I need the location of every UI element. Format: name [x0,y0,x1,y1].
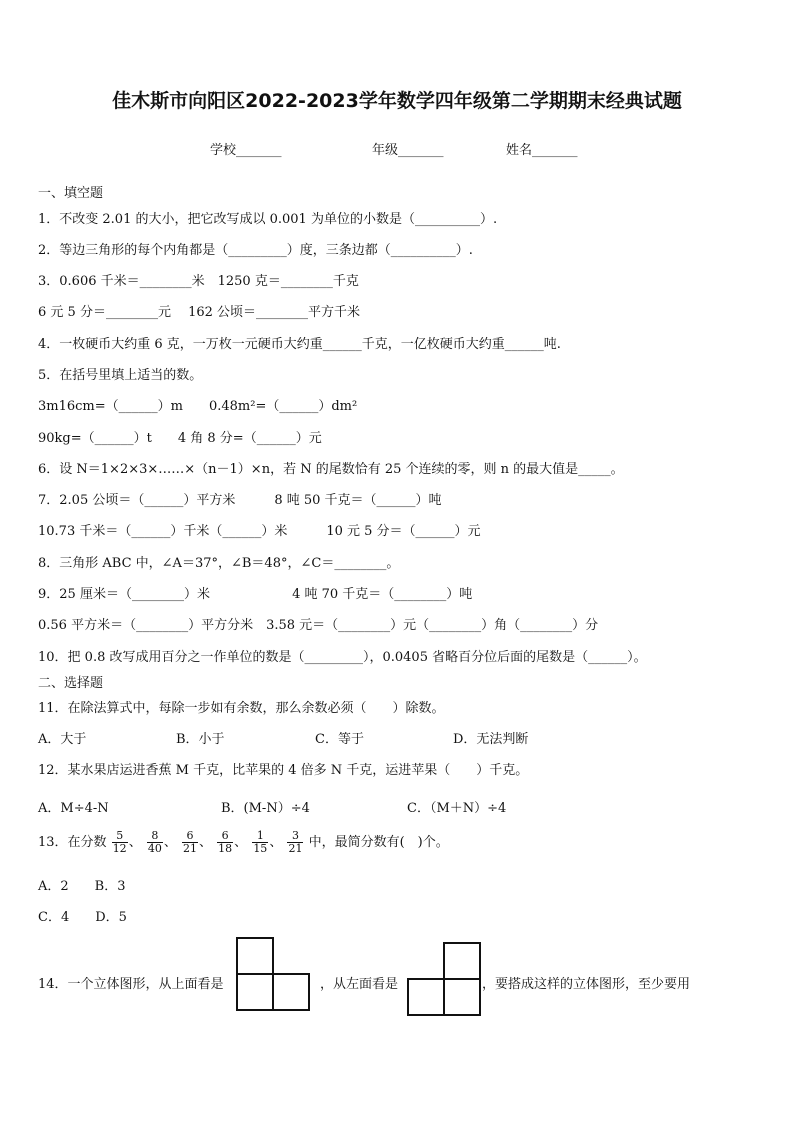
top-view-figure [236,937,316,1017]
question-5: 5．在括号里填上适当的数。 [38,368,203,383]
q11-option-d: D．无法判断 [453,732,529,747]
question-10: 10．把 0.8 改写成用百分之一作单位的数是（_________），0.0405 省略百分位后面的尾数是（______）。 [38,650,647,665]
figure-square [236,937,274,975]
question-14-part3: ，要搭成这样的立体图形，至少要用 [482,977,691,992]
question-3b: 6 元 5 分＝________元 162 公顷＝________平方千米 [38,305,361,320]
fraction: $\frac{6}{21}$ [183,829,197,855]
figure-square [443,942,481,980]
figure-square [407,978,445,1016]
q12-option-a: A．M÷4-N [38,801,109,816]
q11-option-b: B．小于 [176,732,225,747]
question-3a: 3．0.606 千米＝________米 1250 克＝________千克 [38,274,359,289]
question-9a: 9．25 厘米＝（________）米 4 吨 70 千克＝（________）吨 [38,587,473,602]
question-14-part1: 14．一个立体图形，从上面看是 [38,977,224,992]
left-view-figure [407,942,487,1018]
question-11: 11．在除法算式中，每除一步如有余数，那么余数必须（ ）除数。 [38,701,445,716]
question-9b: 0.56 平方米＝（________）平方分米 3.58 元＝（________）元（________）角（________）分 [38,618,599,633]
page-title: 佳木斯市向阳区2022-2023学年数学四年级第二学期期末经典试题 [112,90,682,112]
section-choice: 二、选择题 [38,676,104,691]
question-12: 12．某水果店运进香蕉 M 千克，比苹果的 4 倍多 N 千克，运进苹果（ ）千克。 [38,763,529,778]
q12-option-b: B．(M-N）÷4 [221,801,310,816]
school-field: 学校_______ [210,143,282,158]
question-2: 2．等边三角形的每个内角都是（_________）度，三条边都（__________）. [38,243,473,258]
q13-options-row2: C．4 D．5 [38,910,127,925]
section-fill-in: 一、填空题 [38,186,104,201]
name-field: 姓名_______ [506,143,578,158]
question-13: 13．在分数 $\frac{5}{12}$ 、 $\frac{8}{40}$ 、 $\frac{6}{21}$ 、 $\frac{6}{18}$ 、 $\frac{1}{15}$ 、 $\frac{3}{21}$ 中，最简分数有( )个。 [38,829,449,855]
fraction: $\frac{1}{15}$ [253,829,268,855]
question-4: 4．一枚硬币大约重 6 克，一万枚一元硬币大约重______千克，一亿枚硬币大约重______吨. [38,337,561,352]
question-14-part2: ，从左面看是 [320,977,399,992]
figure-square [443,978,481,1016]
fraction: $\frac{3}{21}$ [288,829,303,855]
question-5b: 90kg=（______）t 4 角 8 分=（______）元 [38,431,322,446]
question-8: 8．三角形 ABC 中，∠A＝37°，∠B＝48°，∠C＝________。 [38,556,400,571]
fraction: $\frac{6}{18}$ [218,829,233,855]
grade-field: 年级_______ [372,143,444,158]
q11-option-c: C．等于 [315,732,364,747]
figure-square [236,973,274,1011]
fraction: $\frac{8}{40}$ [147,829,162,855]
q12-option-c: C．（M＋N）÷4 [407,801,507,816]
question-5a: 3m16cm=（______）m 0.48m²=（______）dm² [38,399,358,414]
question-7b: 10.73 千米＝（______）千米（______）米 10 元 5 分＝（______）元 [38,524,481,539]
question-7a: 7．2.05 公顷＝（______）平方米 8 吨 50 千克＝（______）吨 [38,493,442,508]
q13-prefix: 13．在分数 [38,835,107,850]
question-1: 1．不改变 2.01 的大小，把它改写成以 0.001 为单位的小数是（__________）. [38,212,498,227]
fraction: $\frac{5}{12}$ [112,829,127,855]
q11-option-a: A．大于 [38,732,87,747]
q13-suffix: 中，最简分数有( )个。 [308,835,449,850]
question-6: 6．设 N＝1×2×3×……×（n－1）×n，若 N 的尾数恰有 25 个连续的零，则 n 的最大值是_____。 [38,462,624,477]
figure-square [272,973,310,1011]
q13-options-row1: A．2 B．3 [38,879,126,894]
